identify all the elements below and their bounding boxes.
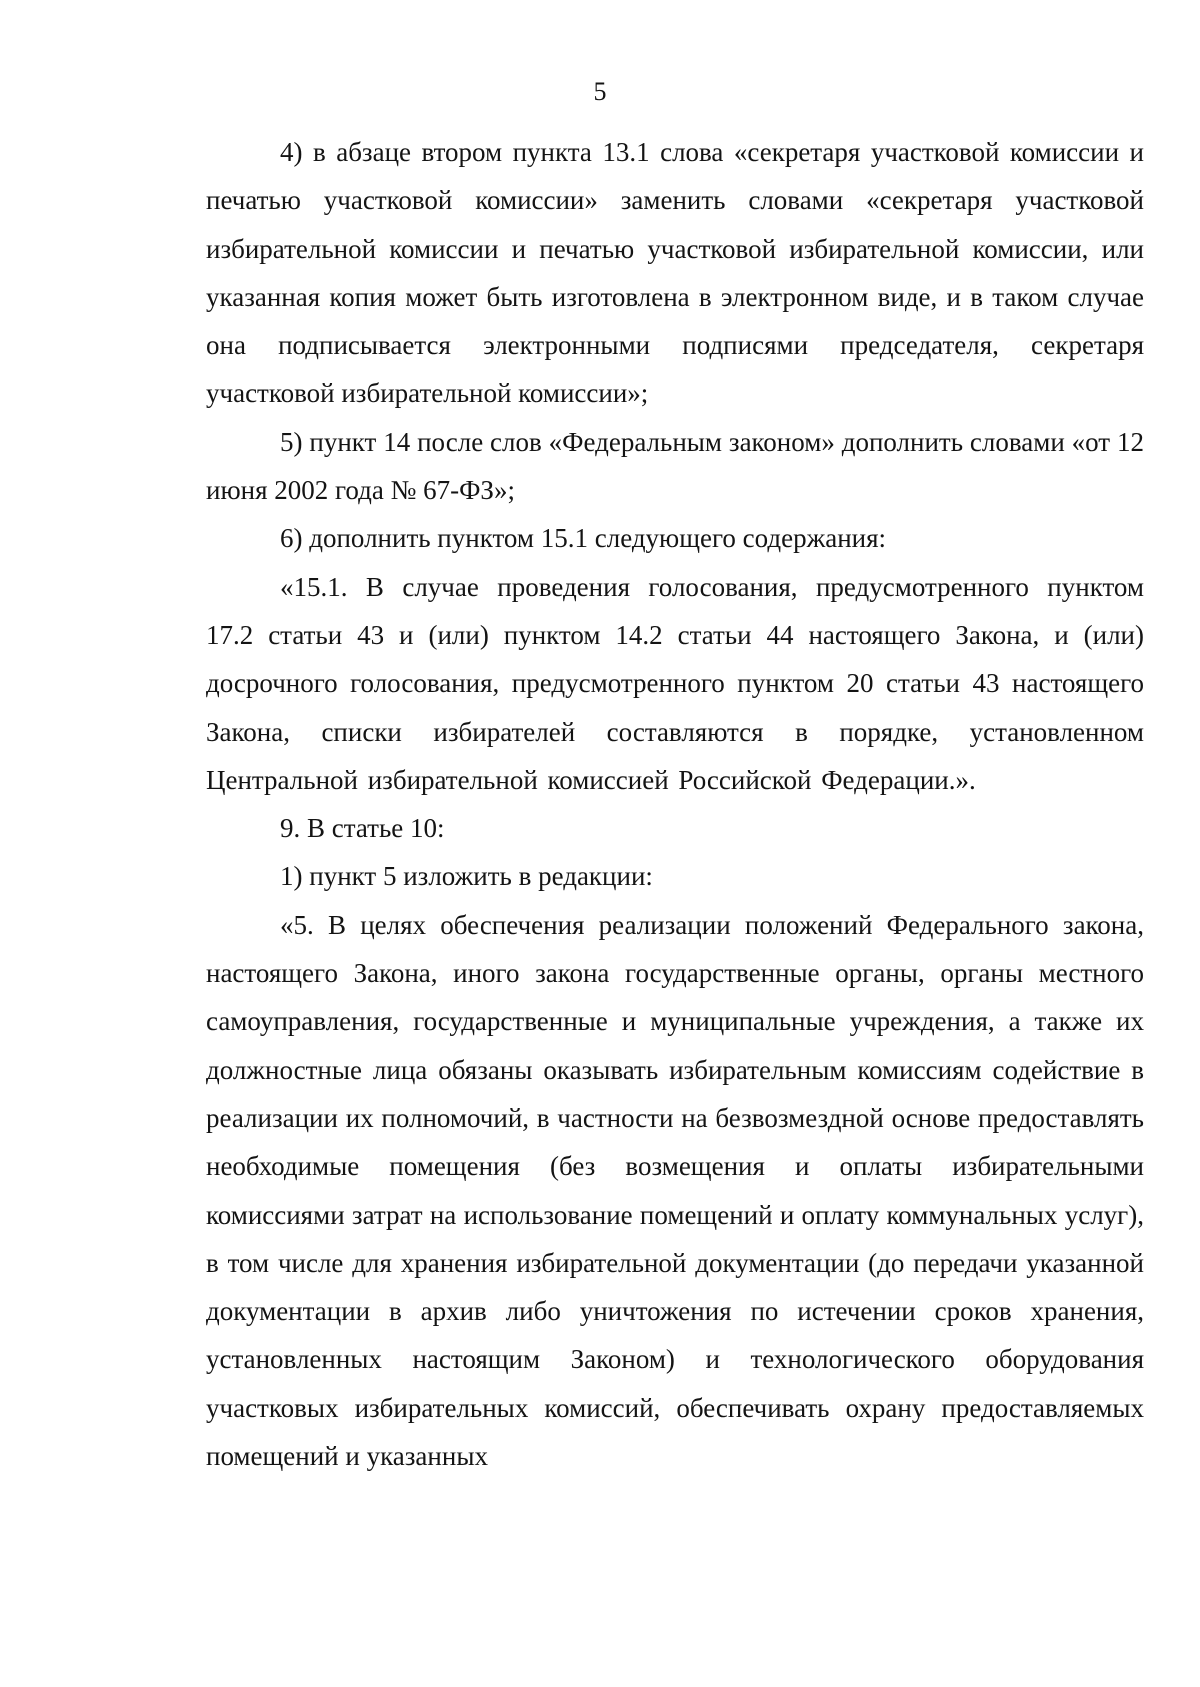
paragraph-item-6: 6) дополнить пунктом 15.1 следующего содержания: — [280, 523, 887, 554]
paragraph-clause-5: «5. В целях обеспечения реализации положений Федерального закона, настоящего Закона, иного закона государственные органы, органы местного самоуправления, государственные и муниципальные учреждения, а также их должностные лица обязаны оказывать избирательным комиссиям содействие в реализации их полномочий, в частности на безвозмездной основе предоставлять необходимые помещения (без возмещения и оплаты избирательными комиссиями затрат на использование помещений и оплату коммунальных услуг), в том числе для хранения избирательной документации (до передачи указанной документации в архив либо уничтожения по истечении сроков хранения, установленных настоящим Законом) и технологического оборудования участковых избирательных комиссий, обеспечивать охрану предоставляемых помещений и указанных — [206, 909, 1144, 1472]
paragraph-item-5: 5) пункт 14 после слов «Федеральным законом» дополнить словами «от 12 июня 2002 года № 67-ФЗ»; — [206, 426, 1144, 506]
paragraph-clause-15-1: «15.1. В случае проведения голосования, предусмотренного пунктом 17.2 статьи 43 и (или) пунктом 14.2 статьи 44 настоящего Закона, и (или) досрочного голосования, предусмотренного пунктом 20 статьи 43 настоящего Закона, списки избирателей составляются в порядке, установленном Центральной избирательной комиссией Российской Федерации.». — [206, 571, 1144, 795]
paragraph-article-10-heading: 9. В статье 10: — [280, 813, 445, 844]
document-body — [206, 128, 1144, 1480]
paragraph-item-1: 1) пункт 5 изложить в редакции: — [280, 861, 653, 892]
page-number: 5 — [593, 77, 607, 106]
paragraph-item-4: 4) в абзаце втором пункта 13.1 слова «секретаря участковой комиссии и печатью участковой комиссии» заменить словами «секретаря участковой избирательной комиссии и печатью участковой избирательной комиссии, или указанная копия может быть изготовлена в электронном виде, и в таком случае она подписывается электронными подписями председателя, секретаря участковой избирательной комиссии»; — [206, 137, 1144, 409]
